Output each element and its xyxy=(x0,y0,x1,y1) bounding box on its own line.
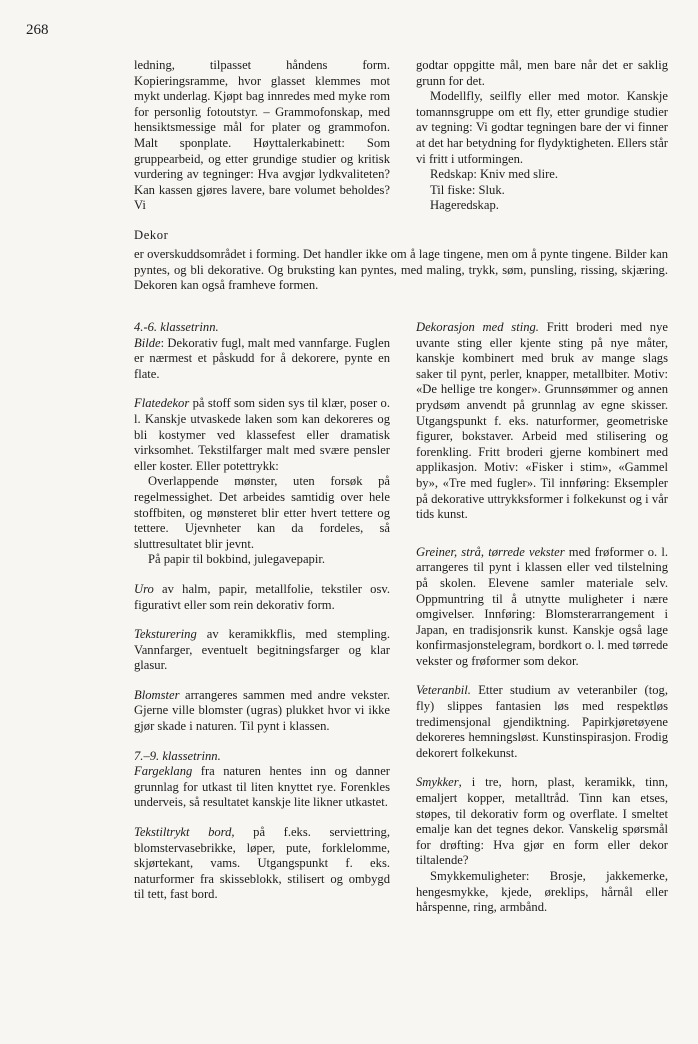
paragraph: Modellfly, seilfly eller med motor. Kanskje tomannsgruppe om ett fly, etter grundige studier av tegning: Vi godtar tegningen bare der vi finner at det har betydning for flydyktigheten. Ellers står vi fritt i utformingen. xyxy=(416,89,668,166)
paragraph: ledning, tilpasset håndens form. Kopieringsramme, hvor glasset klemmes mot mykt underlag. Kjøpt bag innredes med myke rom for personlig fotoutstyr. – Grammofonskap, med hensiktsmessige mål for plater og grammofon. Malt sponplate. Høyttalerkabinett: Som gruppearbeid, og etter grundige studier og kritisk vurdering av tegninger: Hva avgjør lydkvaliteten? Kan kassen gjøres lavere, bare volumet beholdes? Vi xyxy=(134,58,390,213)
paragraph: Redskap: Kniv med slire. xyxy=(430,167,559,182)
section-heading: Dekor xyxy=(134,228,169,242)
paragraph: På papir til bokbind, julegavepapir. xyxy=(148,552,325,567)
paragraph: Hageredskap. xyxy=(430,198,499,213)
paragraph: Blomster arrangeres sammen med andre vekster. Gjerne ville blomster (ugras) plukket hvor vi ikke gjør skade i naturen. Til pynt i klassen. xyxy=(134,687,390,734)
paragraph: Fargeklang fra naturen hentes inn og danner grunnlag for utkast til liten knyttet rye. Forenkles underveis, så resultatet kanskje lite likner utkastet. xyxy=(134,764,390,810)
paragraph: Flatedekor på stoff som siden sys til klær, poser o. l. Kanskje utvaskede laken som kan dekoreres og bli kostymer ved klassefest eller dramatisk virksomhet. Tekstilfarger malt med svære pensler eller koster. Eller potettrykk: xyxy=(134,396,390,473)
paragraph: Tekstiltrykt bord, på f.eks. serviettring, blomstervasebrikke, løper, pute, forklelomme, skjørtekant, vams. Utgangspunkt f. eks. naturformer fra skisseblokk, stilisert og ombygd til tett, fast bord. xyxy=(134,825,390,902)
paragraph: Veteranbil. Etter studium av veteranbiler (tog, fly) slippes fantasien løs med respektløs tredimensjonal gjendiktning. Papirkjøretøyene dekoreres hemningsløst. Kunstinspirasjon. Frodig dekorert folkekunst. xyxy=(416,683,668,760)
top-right-column xyxy=(416,58,668,214)
paragraph: Dekorasjon med sting. Fritt broderi med nye uvante sting eller kjente sting på nye måter, kanskje kombinert med bruk av mange slags saker til pynt, perler, knapper, metallbiter. Motiv: «De hellige tre konger». Grunnsømmer og annen prydsøm anvendt på grunnlag av egne skisser. Utgangspunkt f. eks. naturformer, geometriske figurer, bokstaver. Arbeid med stilisering og forenkling. Fritt broderi gjerne kombinert med applikasjon. Motiv: «Fisker i stim», «Gammel by», «Tre med fugler». Til innføring: Eksempler på dekorative uttrykksformer i folkekunst og i vår tids kunst. xyxy=(416,320,668,522)
paragraph: Greiner, strå, tørrede vekster med frøformer o. l. arrangeres til pynt i klassen eller ved tilstelning på skolen. Elevene samler materiale selv. Oppmuntring til å utnytte muligheter i nære omgivelser. Innføring: Blomsterarrangement i Japan, en tradisjonsrik kunst. Kanskje også lage konfirmasjonstelegram, bordkort o. l. med tørrede vekster og frøformer som dekor. xyxy=(416,544,668,668)
grade-heading: 7.–9. klassetrinn. xyxy=(134,748,221,763)
paragraph: Teksturering av keramikkflis, med stempling. Vannfarger, eventuelt begitningsfarger og klar glasur. xyxy=(134,627,390,673)
paragraph: Smykker, i tre, horn, plast, keramikk, tinn, emaljert kopper, metalltråd. Tinn kan etses, støpes, til dekorativ form og overflate. I smeltet emalje kan det tegnes dekor. Vanskelig spørsmål for drøfting: Hva gjør en form eller dekor tiltalende? xyxy=(416,775,668,868)
page-number: 268 xyxy=(26,22,49,38)
section-intro: er overskuddsområdet i forming. Det handler ikke om å lage tingene, men om å pynte tingene. Bilder kan pyntes, og bli dekorative. Og bruksting kan pyntes, med maling, trykk, søm, punsling, rissing, skjæring. Dekoren kan også framheve formen. xyxy=(134,247,668,293)
top-left-column xyxy=(134,58,390,214)
paragraph: godtar oppgitte mål, men bare når det er saklig grunn for det. xyxy=(416,58,668,88)
paragraph: Overlappende mønster, uten forsøk på regelmessighet. Det arbeides samtidig over hele stoffbiten, og mønsteret blir etter hvert tettere og tettere. Ujevnheter kan da fordeles, så sluttresultatet blir jevnt. xyxy=(134,474,390,551)
paragraph: Bilde: Dekorativ fugl, malt med vannfarge. Fuglen er nærmest et påskudd for å dekorere, pynte en flate. xyxy=(134,335,390,381)
right-column xyxy=(416,320,668,916)
paragraph: Til fiske: Sluk. xyxy=(430,182,505,197)
grade-heading: 4.-6. klassetrinn. xyxy=(134,320,219,334)
paragraph: Smykkemuligheter: Brosje, jakkemerke, hengesmykke, kjede, øreklips, hårnål eller hårspenne, ring, armbånd. xyxy=(416,869,668,915)
paragraph: Uro av halm, papir, metallfolie, tekstiler osv. figurativt eller som rein dekorativ form. xyxy=(134,581,390,612)
left-column xyxy=(134,320,390,903)
